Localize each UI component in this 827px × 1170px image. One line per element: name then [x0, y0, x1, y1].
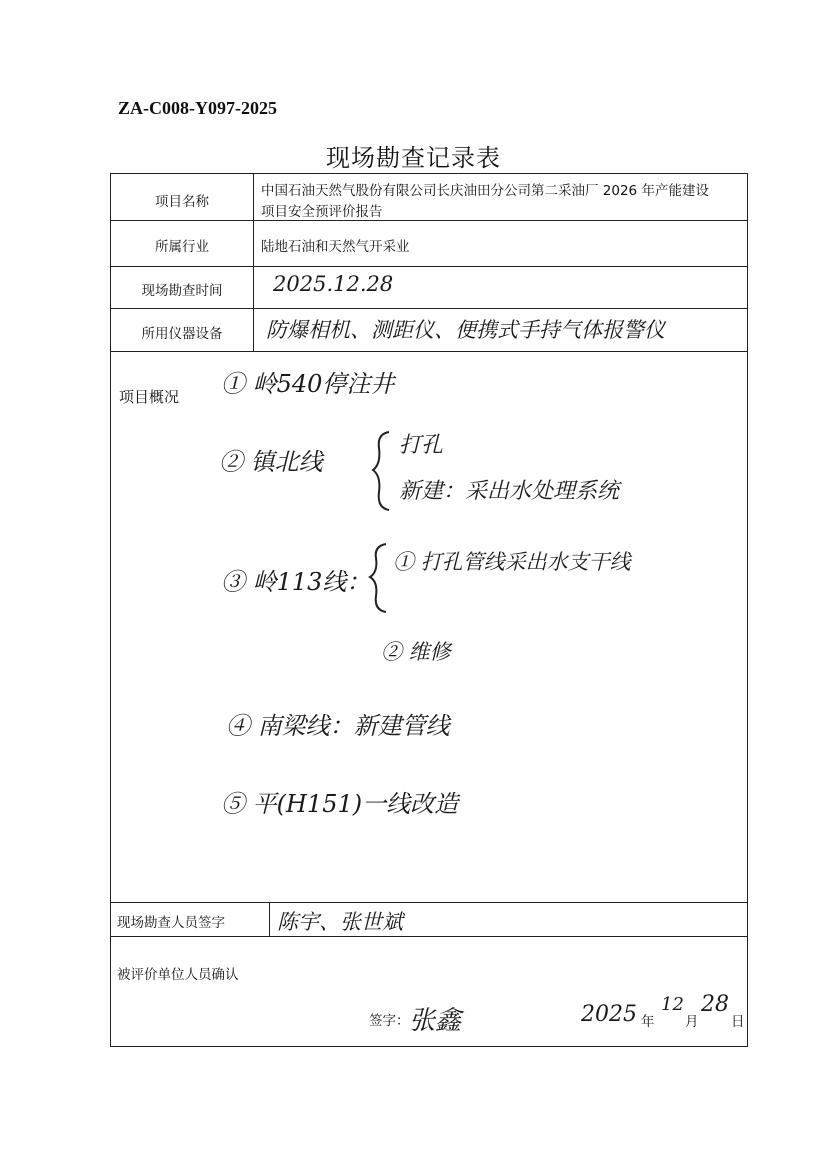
date-year-handwritten: 2025	[581, 1002, 637, 1027]
row-divider	[111, 351, 747, 352]
document-code: ZA-C008-Y097-2025	[118, 98, 277, 118]
survey-time-handwritten: 2025.12.28	[273, 272, 394, 296]
instruments-label: 所用仪器设备	[141, 326, 223, 342]
row-divider	[111, 936, 747, 937]
day-label: 日	[731, 1014, 745, 1030]
row-divider	[111, 220, 747, 221]
page-title: 现场勘查记录表	[326, 144, 501, 172]
surveyor-signature: 陈宇、张世斌	[277, 910, 403, 934]
industry-label: 所属行业	[155, 239, 209, 255]
survey-record-table	[110, 173, 748, 1047]
brace-icon	[366, 540, 390, 614]
overview-item-1: ① 岭540停注井	[221, 370, 395, 398]
column-divider	[253, 174, 254, 351]
project-name-value-line2: 项目安全预评价报告	[261, 204, 383, 220]
year-label: 年	[641, 1014, 655, 1030]
confirm-label: 被评价单位人员确认	[117, 967, 239, 983]
overview-label: 项目概况	[119, 388, 180, 406]
confirm-signature: 张鑫	[409, 1006, 462, 1036]
industry-value: 陆地石油和天然气开采业	[261, 239, 410, 255]
row-divider	[111, 902, 747, 903]
overview-item-3: ③ 岭113线：	[221, 568, 371, 596]
survey-time-label: 现场勘查时间	[141, 283, 223, 299]
brace-icon	[369, 428, 393, 512]
date-day-handwritten: 28	[701, 992, 729, 1017]
row-divider	[111, 308, 747, 309]
row-divider	[111, 266, 747, 267]
overview-item-2-sub-2: 新建：采出水处理系统	[399, 479, 620, 504]
overview-item-5: ⑤ 平(H151)一线改造	[221, 790, 459, 818]
overview-item-2-sub-1: 打孔	[399, 433, 444, 458]
project-name-label: 项目名称	[155, 194, 209, 210]
sign-label: 签字：	[369, 1013, 410, 1029]
overview-item-3-sub-2: ② 维修	[381, 640, 451, 664]
month-label: 月	[685, 1014, 699, 1030]
overview-item-3-sub-1: ① 打孔管线采出水支干线	[393, 550, 631, 574]
column-divider	[269, 902, 270, 936]
surveyor-label: 现场勘查人员签字	[117, 915, 225, 931]
overview-item-4: ④ 南梁线：新建管线	[226, 712, 450, 740]
date-month-handwritten: 12	[661, 994, 684, 1015]
project-name-value-line1: 中国石油天然气股份有限公司长庆油田分公司第二采油厂 2026 年产能建设	[261, 183, 709, 199]
overview-item-2: ② 镇北线	[219, 448, 323, 476]
instruments-handwritten: 防爆相机、测距仪、便携式手持气体报警仪	[266, 318, 665, 342]
